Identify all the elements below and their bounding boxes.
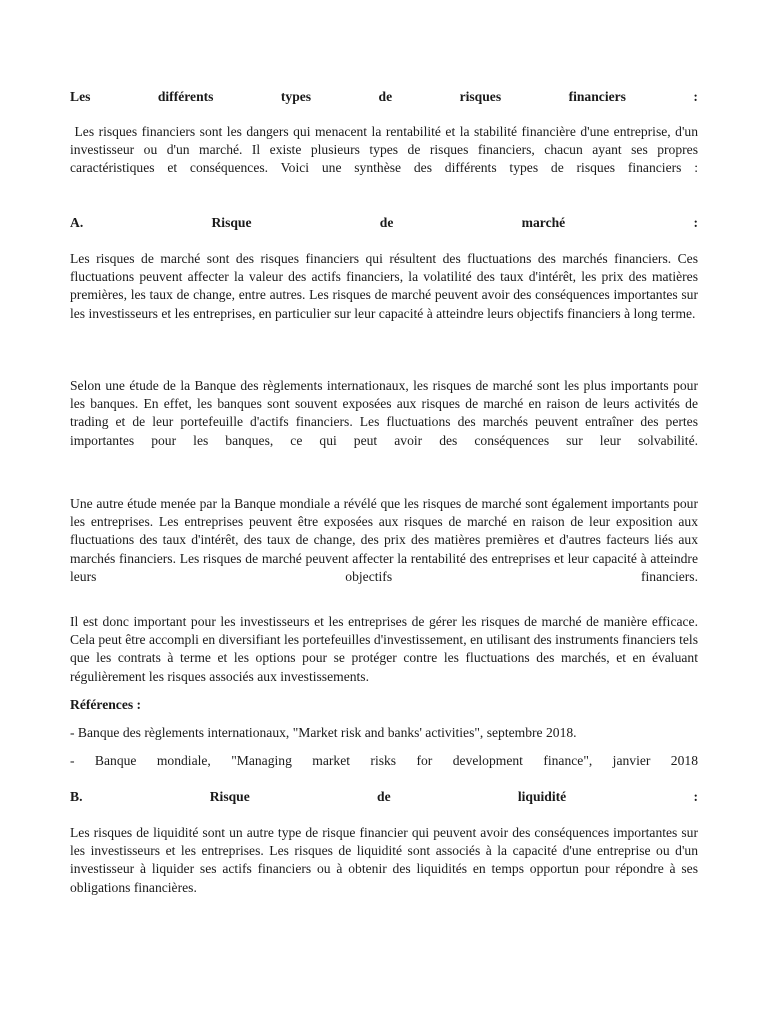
heading-word: Risque [209, 789, 250, 804]
title-word: Les [70, 89, 91, 104]
section-a-paragraph-1: Les risques de marché sont des risques financiers qui résultent des fluctuations des marchés financiers. Ces fluctuations peuvent affecter la valeur des actifs financiers, la volatilité des taux d'intérêt, les prix des matières premières, les taux de change, entre autres. Les risques de marché peuvent avoir des conséquences importantes sur les investisseurs et les entreprises, en particulier sur leur capacité à atteindre leurs objectifs financiers à long terme. [70, 251, 698, 321]
section-a-heading [70, 214, 698, 232]
heading-word: de [379, 215, 394, 230]
heading-word: Risque [211, 215, 252, 230]
section-a-paragraph-4: Il est donc important pour les investisseurs et les entreprises de gérer les risques de marché de manière efficace. Cela peut être accompli en diversifiant les portefeuilles d'investissement, en utilisant des instruments financiers tels que les contrats à terme et les options pour se protéger contre les fluctuations des marchés, et en évaluant régulièrement les risques associés aux investissements. [70, 614, 698, 684]
heading-word: liquidité [517, 789, 567, 804]
heading-word: : [693, 789, 698, 804]
heading-word: B. [70, 789, 83, 804]
title-word: : [693, 89, 698, 104]
section-b-heading [70, 788, 698, 806]
reference-item: - Banque des règlements internationaux, "Market risk and banks' activities", septembre 2018. [70, 725, 577, 740]
heading-word: A. [70, 215, 84, 230]
heading-word: : [693, 215, 698, 230]
title-word: financiers [568, 89, 626, 104]
intro-paragraph: Les risques financiers sont les dangers qui menacent la rentabilité et la stabilité financière d'une entreprise, d'un investisseur ou d'un marché. Il existe plusieurs types de risques financiers, chacun ayant ses propres caractéristiques et conséquences. Voici une synthèse des différents types de risques financiers : [70, 124, 698, 176]
reference-item: - Banque mondiale, "Managing market risks for development finance", janvier 2018 [70, 753, 698, 768]
section-a-paragraph-2: Selon une étude de la Banque des règlements internationaux, les risques de marché sont les plus importants pour les banques. En effet, les banques sont souvent exposées aux risques de marché en raison de leurs activités de trading et de leur portefeuille d'actifs financiers. Les fluctuations des marchés peuvent entraîner des pertes importantes pour les banques, ce qui peut avoir des conséquences sur leur solvabilité. [70, 378, 698, 448]
title-word: risques [459, 89, 502, 104]
heading-word: de [377, 789, 391, 804]
document-title [70, 88, 698, 106]
title-word: différents [157, 89, 214, 104]
references-title: Références : [70, 697, 142, 712]
heading-word: marché [521, 215, 566, 230]
section-a-paragraph-3: Une autre étude menée par la Banque mondiale a révélé que les risques de marché sont également importants pour les entreprises. Les entreprises peuvent être exposées aux risques de marché en raison de leur exposition aux fluctuations des taux d'intérêt, des taux de change, des prix des matières premières et d'autres facteurs liés aux marchés financiers. Les risques de marché peuvent affecter la rentabilité des entreprises et leur capacité à atteindre leurs objectifs financiers. [70, 496, 698, 584]
title-word: de [378, 89, 393, 104]
title-word: types [280, 89, 312, 104]
section-b-paragraph-1: Les risques de liquidité sont un autre type de risque financier qui peuvent avoir des conséquences importantes sur les investisseurs et les entreprises. Les risques de liquidité sont associés à la capacité d'une entreprise ou d'un investisseur à liquider ses actifs financiers ou à obtenir des liquidités en temps opportun pour répondre à ses obligations financières. [70, 825, 698, 895]
